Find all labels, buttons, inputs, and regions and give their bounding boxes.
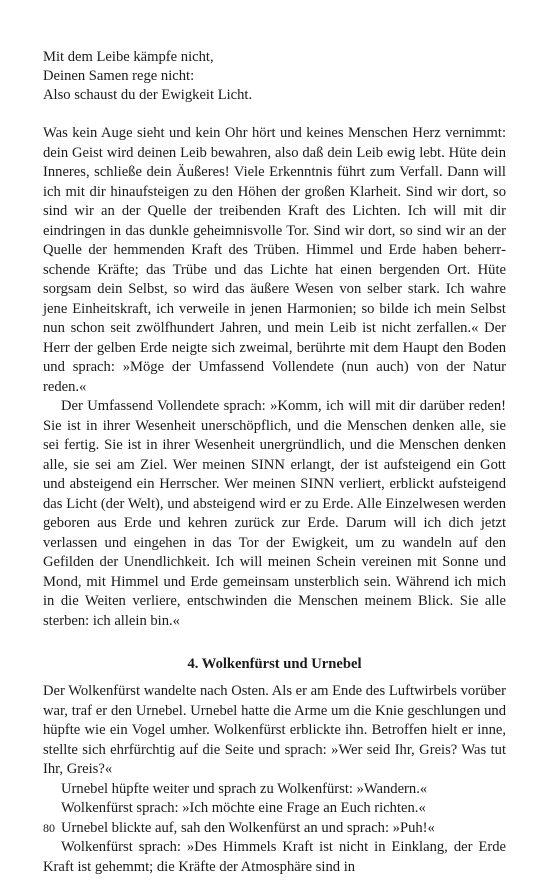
page-body	[43, 48, 506, 877]
section-heading: 4. Wolkenfürst und Urnebel	[187, 656, 362, 672]
poem-verse	[43, 48, 506, 105]
body-paragraph: Urnebel blickte auf, sah den Wolkenfürst an und sprach: »Puh!«	[61, 819, 435, 836]
body-paragraph: Wolkenfürst sprach: »Des Himmels Kraft ist nicht in Einklang, der Erde Kraft ist gehemmt; die Kräfte der Atmosphäre sind in	[43, 839, 506, 875]
poem-line: Mit dem Leibe kämpfe nicht,	[43, 49, 214, 65]
poem-line: Also schaust du der Ewigkeit Licht.	[43, 87, 253, 103]
body-paragraph: Was kein Auge sieht und kein Ohr hört und keines Menschen Herz vernimmt: dein Geist wird deinen Leib bewahren, also daß dein Leib ewig lebt. Hüte dein Inneres, schließe dein Äußeres! Viele Erkenntnis führt zum Verfall. Dann will ich mit dir hinaufsteigen zu den Höhen der großen Klarheit. Sind wir dort, so sind wir an der Quelle der treibenden Kraft des Lichten. Ich will mit dir eindringen in das dunkle geheimnisvolle Tor. Sind wir dort, so sind wir an der Quelle der hemmenden Kraft des Trüben. Himmel und Erde haben beherrschende Kräfte; das Trübe und das Lichte hat einen bergenden Ort. Hüte sorgsam dein Selbst, so wird das äußere Wesen von selber stark. Ich wahre jene Einheitskraft, ich verweile in jenen Harmonien; so bilde ich mein Selbst nun schon seit zwölfhundert Jahren, und mein Leib ist nicht zerfallen.« Der Herr der gelben Erde neigte sich zweimal, berührte mit dem Haupt den Boden und sprach: »Möge der Umfassend Vollendete (nun auch) von der Natur reden.«	[43, 125, 506, 395]
body-paragraph: Der Wolkenfürst wandelte nach Osten. Als er am Ende des Luftwirbels vorüber war, traf er den Urnebel. Urnebel hatte die Arme um die Knie geschlungen und hüpfte wie ein Vogel umher. Wolkenfürst erblickte ihn. Betroffen hielt er inne, stellte sich ehrfürchtig auf die Seite und sprach: »Wer seid Ihr, Greis? Was tut Ihr, Greis?«	[43, 683, 506, 777]
poem-line: Deinen Samen rege nicht:	[43, 68, 195, 84]
page-number: 80	[43, 821, 55, 835]
body-paragraph: Wolkenfürst sprach: »Ich möchte eine Frage an Euch richten.«	[61, 800, 426, 816]
body-paragraph: Der Umfassend Vollendete sprach: »Komm, ich will mit dir darüber reden! Sie ist in ihrer Wesenheit unerschöpflich, und die Menschen denken alle, sie sei fertig. Sie ist in ihrer Wesenheit unergründlich, und die Menschen denken alle, sie sei am Ziel. Wer meinen SINN erlangt, der ist aufsteigend ein Gott und absteigend ein Herrscher. Wer meinen SINN verliert, erblickt aufsteigend das Licht (der Welt), und absteigend wird er zu Erde. Alle Einzelwesen werden geboren aus Erde und kehren zurück zur Erde. Darum will ich dich jetzt verlassen und eingehen in das Tor der Ewigkeit, um zu wandeln auf den Gefilden der Unendlichkeit. Ich will meinen Schein vereinen mit Sonne und Mond, mit Himmel und Erde gemeinsam unsterblich sein. Während ich mich in die Weiten verliere, entschwinden die Menschen meinem Blick. Sie alle sterben: ich allein bin.«	[43, 398, 506, 629]
body-paragraph: Urnebel hüpfte weiter und sprach zu Wolkenfürst: »Wandern.«	[61, 780, 428, 797]
